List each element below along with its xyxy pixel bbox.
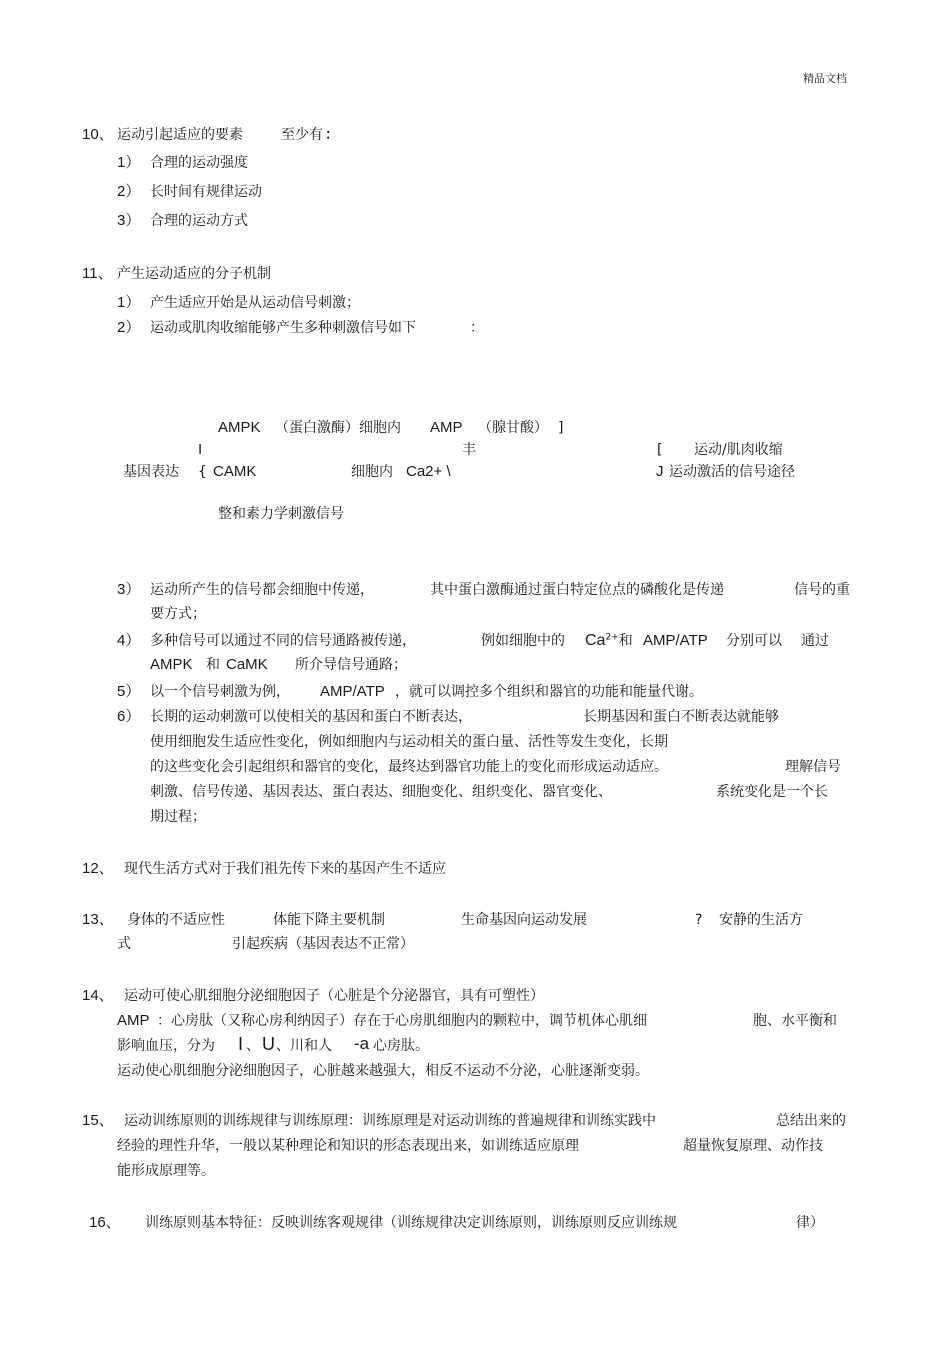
gene-expression-label: 基因表达 [123, 464, 179, 480]
list-item: 产生适应开始是从运动信号刺激； [150, 295, 360, 311]
section-number: 13、 [82, 911, 114, 928]
integrin-label: 整和素力学刺激信号 [218, 506, 344, 522]
calcium-label: Ca2+ \ [406, 463, 451, 480]
list-text: 运动所产生的信号都会细胞中传递， [150, 582, 374, 598]
list-number: 2） [117, 319, 141, 336]
list-text: 其中蛋白激酶通过蛋白特定位点的磷酸化是传递 [430, 582, 724, 598]
section-text: 式 [117, 936, 131, 952]
section-text: 运动训练原则的训练规律与训练原理：训练原理是对运动训练的普遍规律和训练实践中 [124, 1113, 656, 1129]
right-bracket: ] [558, 420, 564, 436]
list-text: 要方式； [150, 606, 206, 622]
section-title-tail: 至少有 [281, 127, 323, 143]
section-text: 、川和人 [276, 1038, 332, 1054]
list-number: 5） [117, 683, 141, 700]
ampk-label: AMPK [150, 656, 193, 673]
colon: ： [325, 127, 339, 143]
section-title: 产生运动适应的分子机制 [117, 266, 271, 282]
section-text: 身体的不适应性 [127, 912, 225, 928]
conjunction: 和 [618, 633, 633, 649]
section-text: 现代生活方式对于我们祖先传下来的基因产生不适应 [124, 861, 446, 877]
list-text: 多种信号可以通过不同的信号通路被传递， [150, 633, 416, 649]
section-text: 引起疾病（基因表达不正常） [232, 936, 414, 952]
section-title: 运动引起适应的要素 [117, 127, 243, 143]
list-item: 长时间有规律运动 [150, 184, 262, 200]
type-two-mark: U [262, 1034, 275, 1054]
section-text: 心房肽。 [373, 1038, 429, 1054]
list-text: ，就可以调控多个组织和器官的功能和能量代谢。 [395, 684, 703, 700]
section-text: 影响血压，分为 [117, 1038, 215, 1054]
camk-label: CAMK [213, 463, 257, 480]
section-title: 运动可使心肌细胞分泌细胞因子（心脏是个分泌器官，具有可塑性） [124, 988, 544, 1004]
calcium-symbol: Ca [585, 632, 606, 649]
exercise-label: 运动/肌肉收缩 [694, 442, 783, 458]
list-text: 的这些变化会引起组织和器官的变化，最终达到器官功能上的变化而形成运动适应。 [150, 759, 668, 775]
list-text: 例如细胞中的 [481, 633, 565, 649]
list-text: 理解信号 [785, 759, 841, 775]
list-number: 3） [117, 581, 141, 598]
amp-label: AMP [117, 1012, 150, 1029]
amp-label: AMP [430, 419, 463, 436]
section-number: 12、 [82, 860, 114, 877]
list-number: 6） [117, 708, 141, 725]
list-text: 期过程； [150, 809, 206, 825]
section-text: 训练原则基本特征：反映训练客观规律（训练规律决定训练原则，训练原则反应训练规 [145, 1215, 677, 1231]
section-text: 律） [796, 1215, 824, 1231]
ampk-note: （蛋白激酶）细胞内 [275, 420, 401, 436]
list-text: 通过 [801, 633, 829, 649]
section-text: 体能下降主要机制 [273, 912, 385, 928]
list-text: 系统变化是一个长 [716, 784, 828, 800]
list-text: 以一个信号刺激为例， [150, 684, 290, 700]
doc-label: 精品文档 [803, 72, 847, 85]
alpha-mark: -a [354, 1034, 370, 1053]
section-number: 14、 [82, 987, 114, 1004]
list-text: 所介导信号通路； [295, 657, 407, 673]
brace: { [198, 464, 207, 480]
list-text: 和 [206, 657, 220, 673]
list-number: 1） [117, 294, 141, 311]
list-number: 1） [117, 154, 141, 171]
list-item-tail: ： [470, 320, 484, 336]
separator: 、 [246, 1038, 260, 1054]
list-text: 使用细胞发生适应性变化，例如细胞内与运动相关的蛋白量、活性等发生变化，长期 [150, 734, 668, 750]
list-number: 2） [117, 183, 141, 200]
ampk-label: AMPK [218, 419, 261, 436]
calcium-charge: 2+ [605, 632, 619, 643]
section-text: 总结出来的 [776, 1113, 846, 1129]
camk-label: CaMK [226, 656, 268, 673]
list-text: 长期基因和蛋白不断表达就能够 [583, 709, 779, 725]
list-number: 3） [117, 212, 141, 229]
section-text: 经验的理性升华，一般以某种理论和知识的形态表现出来，如训练适应原理 [117, 1138, 579, 1154]
section-number: 16、 [89, 1214, 121, 1231]
cell-in-label: 细胞内 [351, 464, 393, 480]
list-text: 分别可以 [726, 633, 782, 649]
list-text: 刺激、信号传递、基因表达、蛋白表达、细胞变化、组织变化、器官变化、 [150, 784, 612, 800]
list-text: 长期的运动刺激可以使相关的基因和蛋白不断表达， [150, 709, 472, 725]
section-text: 超量恢复原理、动作技 [683, 1138, 823, 1154]
section-text: 生命基因向运动发展 [461, 912, 587, 928]
section-text: 运动使心肌细胞分泌细胞因子，心脏越来越强大，相反不运动不分泌，心脏逐渐变弱。 [117, 1063, 649, 1079]
list-item: 合理的运动方式 [150, 213, 248, 229]
section-number: 15、 [82, 1112, 114, 1129]
left-bracket: [ [657, 442, 663, 458]
list-text: 信号的重 [794, 582, 850, 598]
list-number: 4） [117, 632, 141, 649]
calcium-formula [585, 632, 633, 650]
list-item: 合理的运动强度 [150, 155, 248, 171]
pathway-label: 运动激活的信号途径 [669, 464, 795, 480]
list-item: 运动或肌肉收缩能够产生多种刺激信号如下 [150, 320, 416, 336]
section-number: 11、 [82, 265, 113, 282]
j-mark: J [656, 463, 664, 480]
amp-note: （腺甘酸） [478, 420, 548, 436]
amp-atp-label: AMP/ATP [643, 632, 708, 649]
feng-mark: 丰 [462, 442, 476, 458]
amp-atp-label: AMP/ATP [320, 683, 385, 700]
section-text: 能形成原理等。 [117, 1163, 215, 1179]
section-number: 10、 [82, 126, 114, 143]
section-text: 胞、水平衡和 [753, 1013, 837, 1029]
type-one-mark: I [238, 1034, 244, 1054]
bar-mark: I [198, 441, 203, 458]
section-text: 安静的生活方 [719, 912, 803, 928]
section-text: ：心房肽（又称心房利纳因子）存在于心房肌细胞内的颗粒中，调节机体心肌细 [157, 1013, 647, 1029]
question-mark: ? [695, 912, 703, 928]
